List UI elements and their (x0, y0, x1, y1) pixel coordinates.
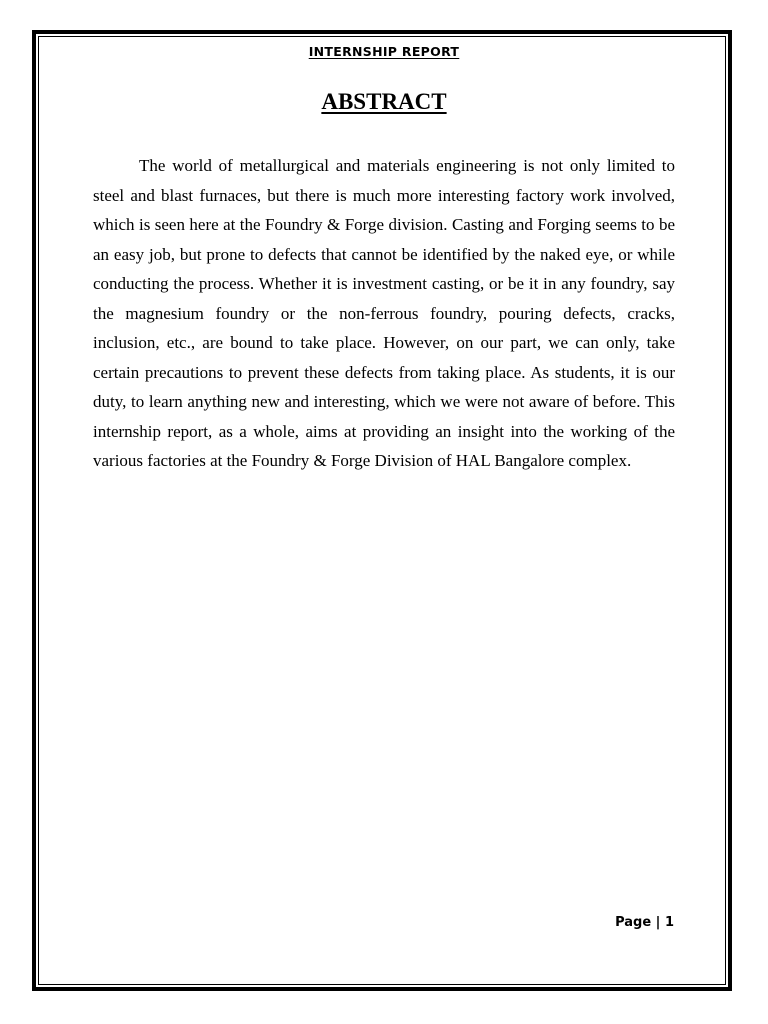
section-title-block (0, 89, 768, 115)
abstract-paragraph: The world of metallurgical and materials engineering is not only limited to steel and blast furnaces, but there is much more interesting factory work involved, which is seen here at the Foundry & Forge division. Casting and Forging seems to be an easy job, but prone to defects that cannot be identified by the naked eye, or while conducting the process. Whether it is investment casting, or be it in any foundry, say the magnesium foundry or the non-ferrous foundry, pouring defects, cracks, inclusion, etc., are bound to take place. However, on our part, we can only, take certain precautions to prevent these defects from taking place. As students, it is our duty, to learn anything new and interesting, which we were not aware of before. This internship report, as a whole, aims at providing an insight into the working of the various factories at the Foundry & Forge Division of HAL Bangalore complex. (93, 156, 675, 470)
running-header-title: INTERNSHIP REPORT (308, 44, 460, 59)
section-title: ABSTRACT (321, 89, 447, 114)
page-number: Page | 1 (615, 915, 674, 930)
running-header (0, 44, 768, 59)
